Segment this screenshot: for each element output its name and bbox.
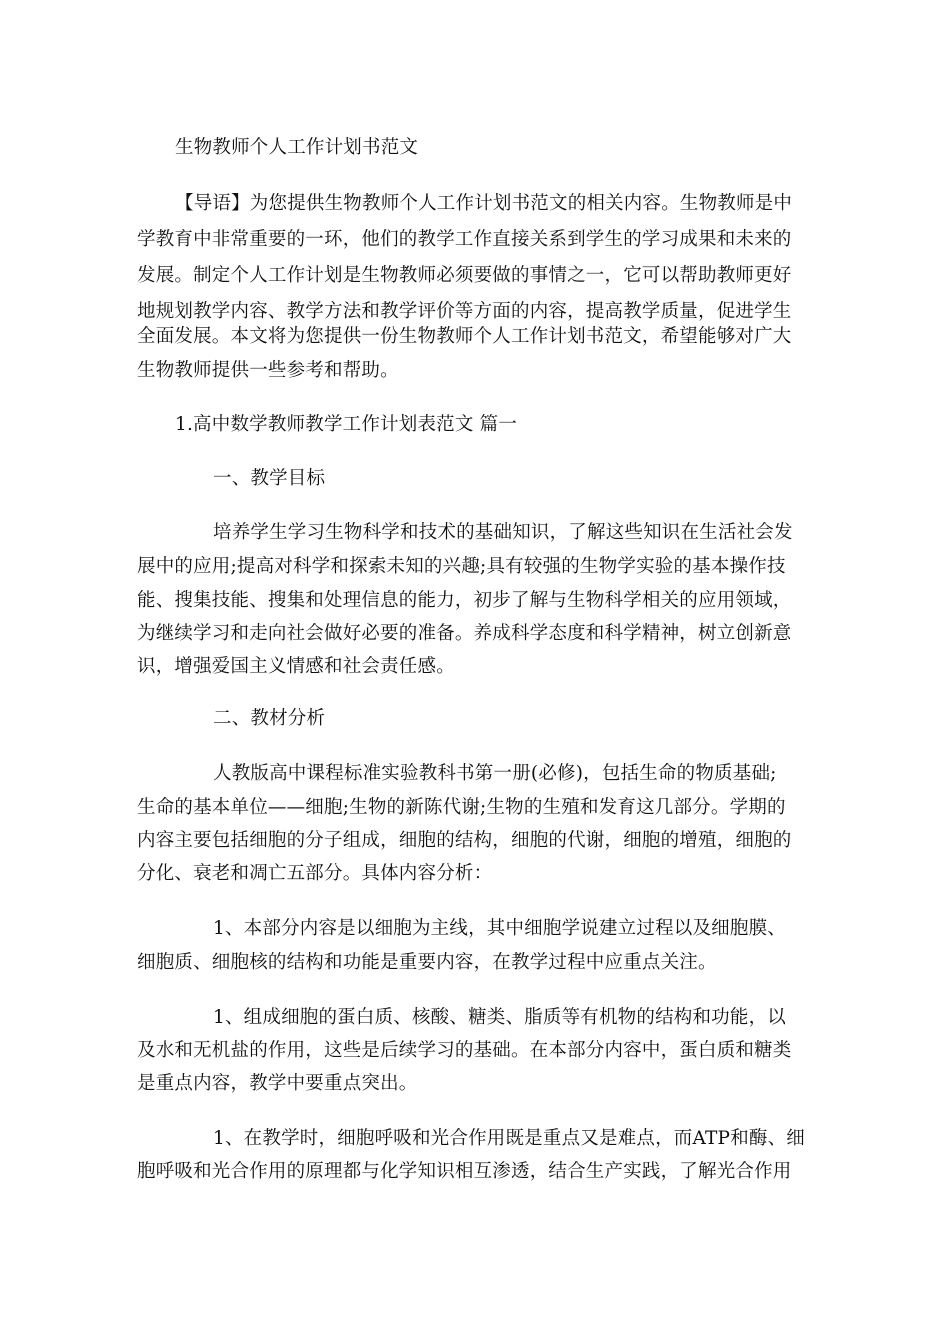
goal-line: 能、搜集技能、搜集和处理信息的能力，初步了解与生物科学相关的应用领域， xyxy=(137,590,792,611)
analysis-line: 分化、衰老和凋亡五部分。具体内容分析： xyxy=(137,863,493,884)
point-line: 及水和无机盐的作用，这些是后续学习的基础。在本部分内容中，蛋白质和糖类 xyxy=(137,1040,792,1061)
point-line: 细胞质、细胞核的结构和功能是重要内容，在教学过程中应重点关注。 xyxy=(137,952,717,973)
analysis-line: 人教版高中课程标准实验教科书第一册(必修)，包括生命的物质基础; xyxy=(213,763,777,784)
intro-line: 学教育中非常重要的一环，他们的教学工作直接关系到学生的学习成果和未来的 xyxy=(137,229,792,250)
analysis-line: 生命的基本单位——细胞;生物的新陈代谢;生物的生殖和发育这几部分。学期的 xyxy=(137,797,786,818)
intro-line: 【导语】为您提供生物教师个人工作计划书范文的相关内容。生物教师是中 xyxy=(175,193,793,214)
intro-line: 发展。制定个人工作计划是生物教师必须要做的事情之一，它可以帮助教师更好 xyxy=(137,265,792,286)
goal-line: 识，增强爱国主义情感和社会责任感。 xyxy=(137,656,455,677)
intro-line: 全面发展。本文将为您提供一份生物教师个人工作计划书范文，希望能够对广大 xyxy=(137,326,792,347)
section-heading: 1.高中数学教师教学工作计划表范文 篇一 xyxy=(175,414,518,435)
subheading-textbook-analysis: 二、教材分析 xyxy=(213,708,326,729)
document-title: 生物教师个人工作计划书范文 xyxy=(175,137,419,158)
subheading-teaching-goals: 一、教学目标 xyxy=(213,468,326,489)
goal-line: 为继续学习和走向社会做好必要的准备。养成科学态度和科学精神，树立创新意 xyxy=(137,623,792,644)
intro-line: 地规划教学内容、教学方法和教学评价等方面的内容，提高教学质量，促进学生 xyxy=(137,301,792,322)
point-line: 1、在教学时，细胞呼吸和光合作用既是重点又是难点，而ATP和酶、细 xyxy=(213,1128,806,1149)
goal-line: 展中的应用;提高对科学和探索未知的兴趣;具有较强的生物学实验的基本操作技 xyxy=(137,556,786,577)
point-line: 是重点内容，教学中要重点突出。 xyxy=(137,1073,418,1094)
goal-line: 培养学生学习生物科学和技术的基础知识，了解这些知识在生活社会发 xyxy=(213,522,793,543)
analysis-line: 内容主要包括细胞的分子组成，细胞的结构，细胞的代谢，细胞的增殖，细胞的 xyxy=(137,830,792,851)
point-line: 胞呼吸和光合作用的原理都与化学知识相互渗透，结合生产实践，了解光合作用 xyxy=(137,1161,792,1182)
intro-line: 生物教师提供一些参考和帮助。 xyxy=(137,360,399,381)
point-line: 1、本部分内容是以细胞为主线，其中细胞学说建立过程以及细胞膜、 xyxy=(213,918,786,939)
point-line: 1、组成细胞的蛋白质、核酸、糖类、脂质等有机物的结构和功能，以 xyxy=(213,1007,786,1028)
